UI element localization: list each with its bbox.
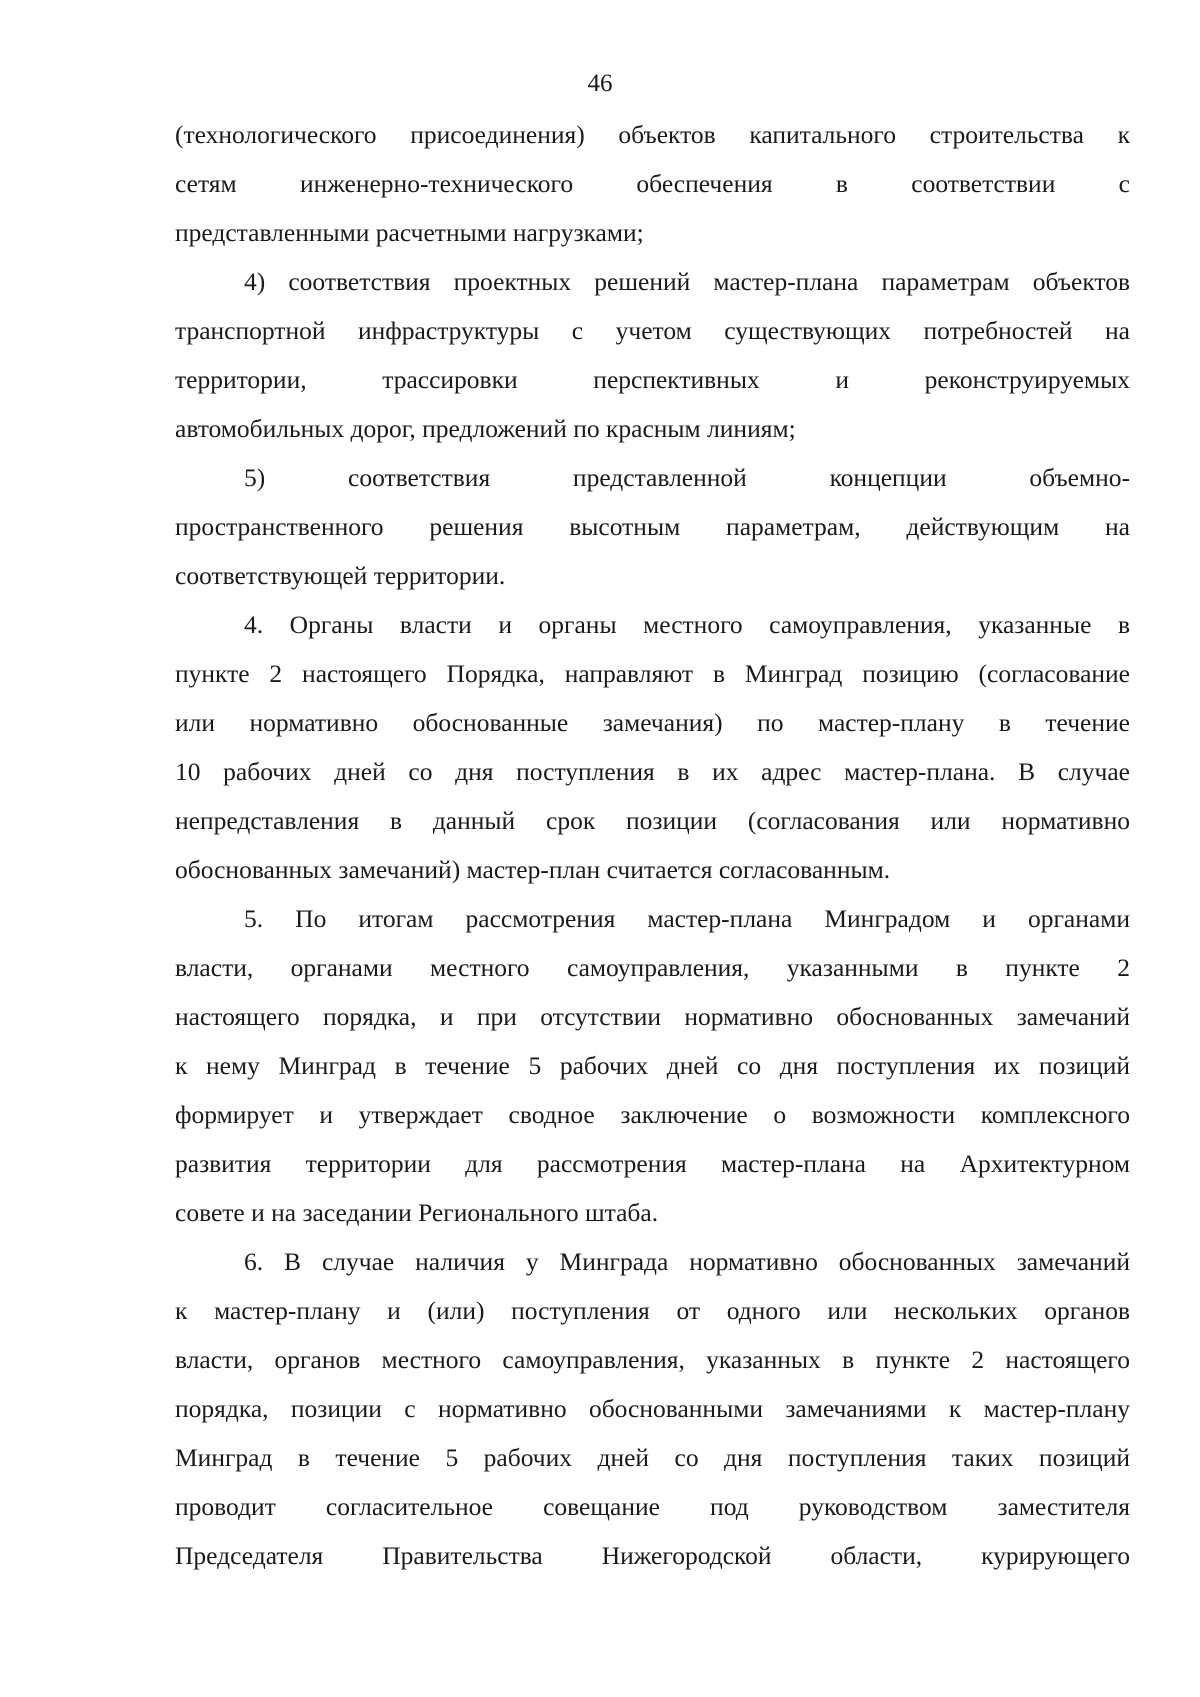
text-line: транспортной инфраструктуры с учетом существующих потребностей на [175,316,1130,345]
paragraph-clause-5 [175,894,1130,1237]
page-number: 46 [587,70,613,97]
text-line: Председателя Правительства Нижегородской области, курирующего [175,1541,1130,1570]
text-line: совете и на заседании Регионального штаба. [175,1198,659,1227]
text-line: настоящего порядка, и при отсутствии нормативно обоснованных замечаний [175,1002,1130,1031]
text-line: или нормативно обоснованные замечания) по мастер-плану в течение [175,708,1130,737]
text-line: к мастер-плану и (или) поступления от одного или нескольких органов [175,1296,1130,1325]
text-line: формирует и утверждает сводное заключение о возможности комплексного [175,1100,1130,1129]
text-line: 4. Органы власти и органы местного самоуправления, указанные в [244,610,1130,639]
text-line: 5) соответствия представленной концепции объемно- [244,463,1130,492]
text-line: представленными расчетными нагрузками; [175,218,644,247]
text-line: пространственного решения высотным параметрам, действующим на [175,512,1130,541]
paragraph-continuation [175,110,1130,257]
text-line: соответствующей территории. [175,561,506,590]
text-line: территории, трассировки перспективных и реконструируемых [175,365,1130,394]
text-line: порядка, позиции с нормативно обоснованными замечаниями к мастер-плану [175,1394,1130,1423]
text-line: непредставления в данный срок позиции (согласования или нормативно [175,806,1130,835]
text-line: обоснованных замечаний) мастер-план считается согласованным. [175,855,891,884]
text-line: (технологического присоединения) объектов капитального строительства к [175,120,1130,149]
text-line: 5. По итогам рассмотрения мастер-плана Минградом и органами [244,904,1130,933]
text-line: 4) соответствия проектных решений мастер-плана параметрам объектов [244,267,1130,296]
text-line: сетям инженерно-технического обеспечения в соответствии с [175,169,1130,198]
text-line: автомобильных дорог, предложений по красным линиям; [175,414,796,443]
text-line: проводит согласительное совещание под руководством заместителя [175,1492,1130,1521]
paragraph-item-4 [175,257,1130,453]
text-line: к нему Минград в течение 5 рабочих дней со дня поступления их позиций [175,1051,1130,1080]
paragraph-clause-4 [175,600,1130,894]
text-line: 10 рабочих дней со дня поступления в их адрес мастер-плана. В случае [175,757,1130,786]
paragraph-clause-6 [175,1237,1130,1580]
text-line: власти, органами местного самоуправления, указанными в пункте 2 [175,953,1130,982]
paragraph-item-5 [175,453,1130,600]
document-body [175,110,1130,1580]
text-line: развития территории для рассмотрения мастер-плана на Архитектурном [175,1149,1130,1178]
text-line: Минград в течение 5 рабочих дней со дня поступления таких позиций [175,1443,1130,1472]
text-line: пункте 2 настоящего Порядка, направляют в Минград позицию (согласование [175,659,1130,688]
text-line: 6. В случае наличия у Минграда нормативно обоснованных замечаний [244,1247,1130,1276]
text-line: власти, органов местного самоуправления, указанных в пункте 2 настоящего [175,1345,1130,1374]
